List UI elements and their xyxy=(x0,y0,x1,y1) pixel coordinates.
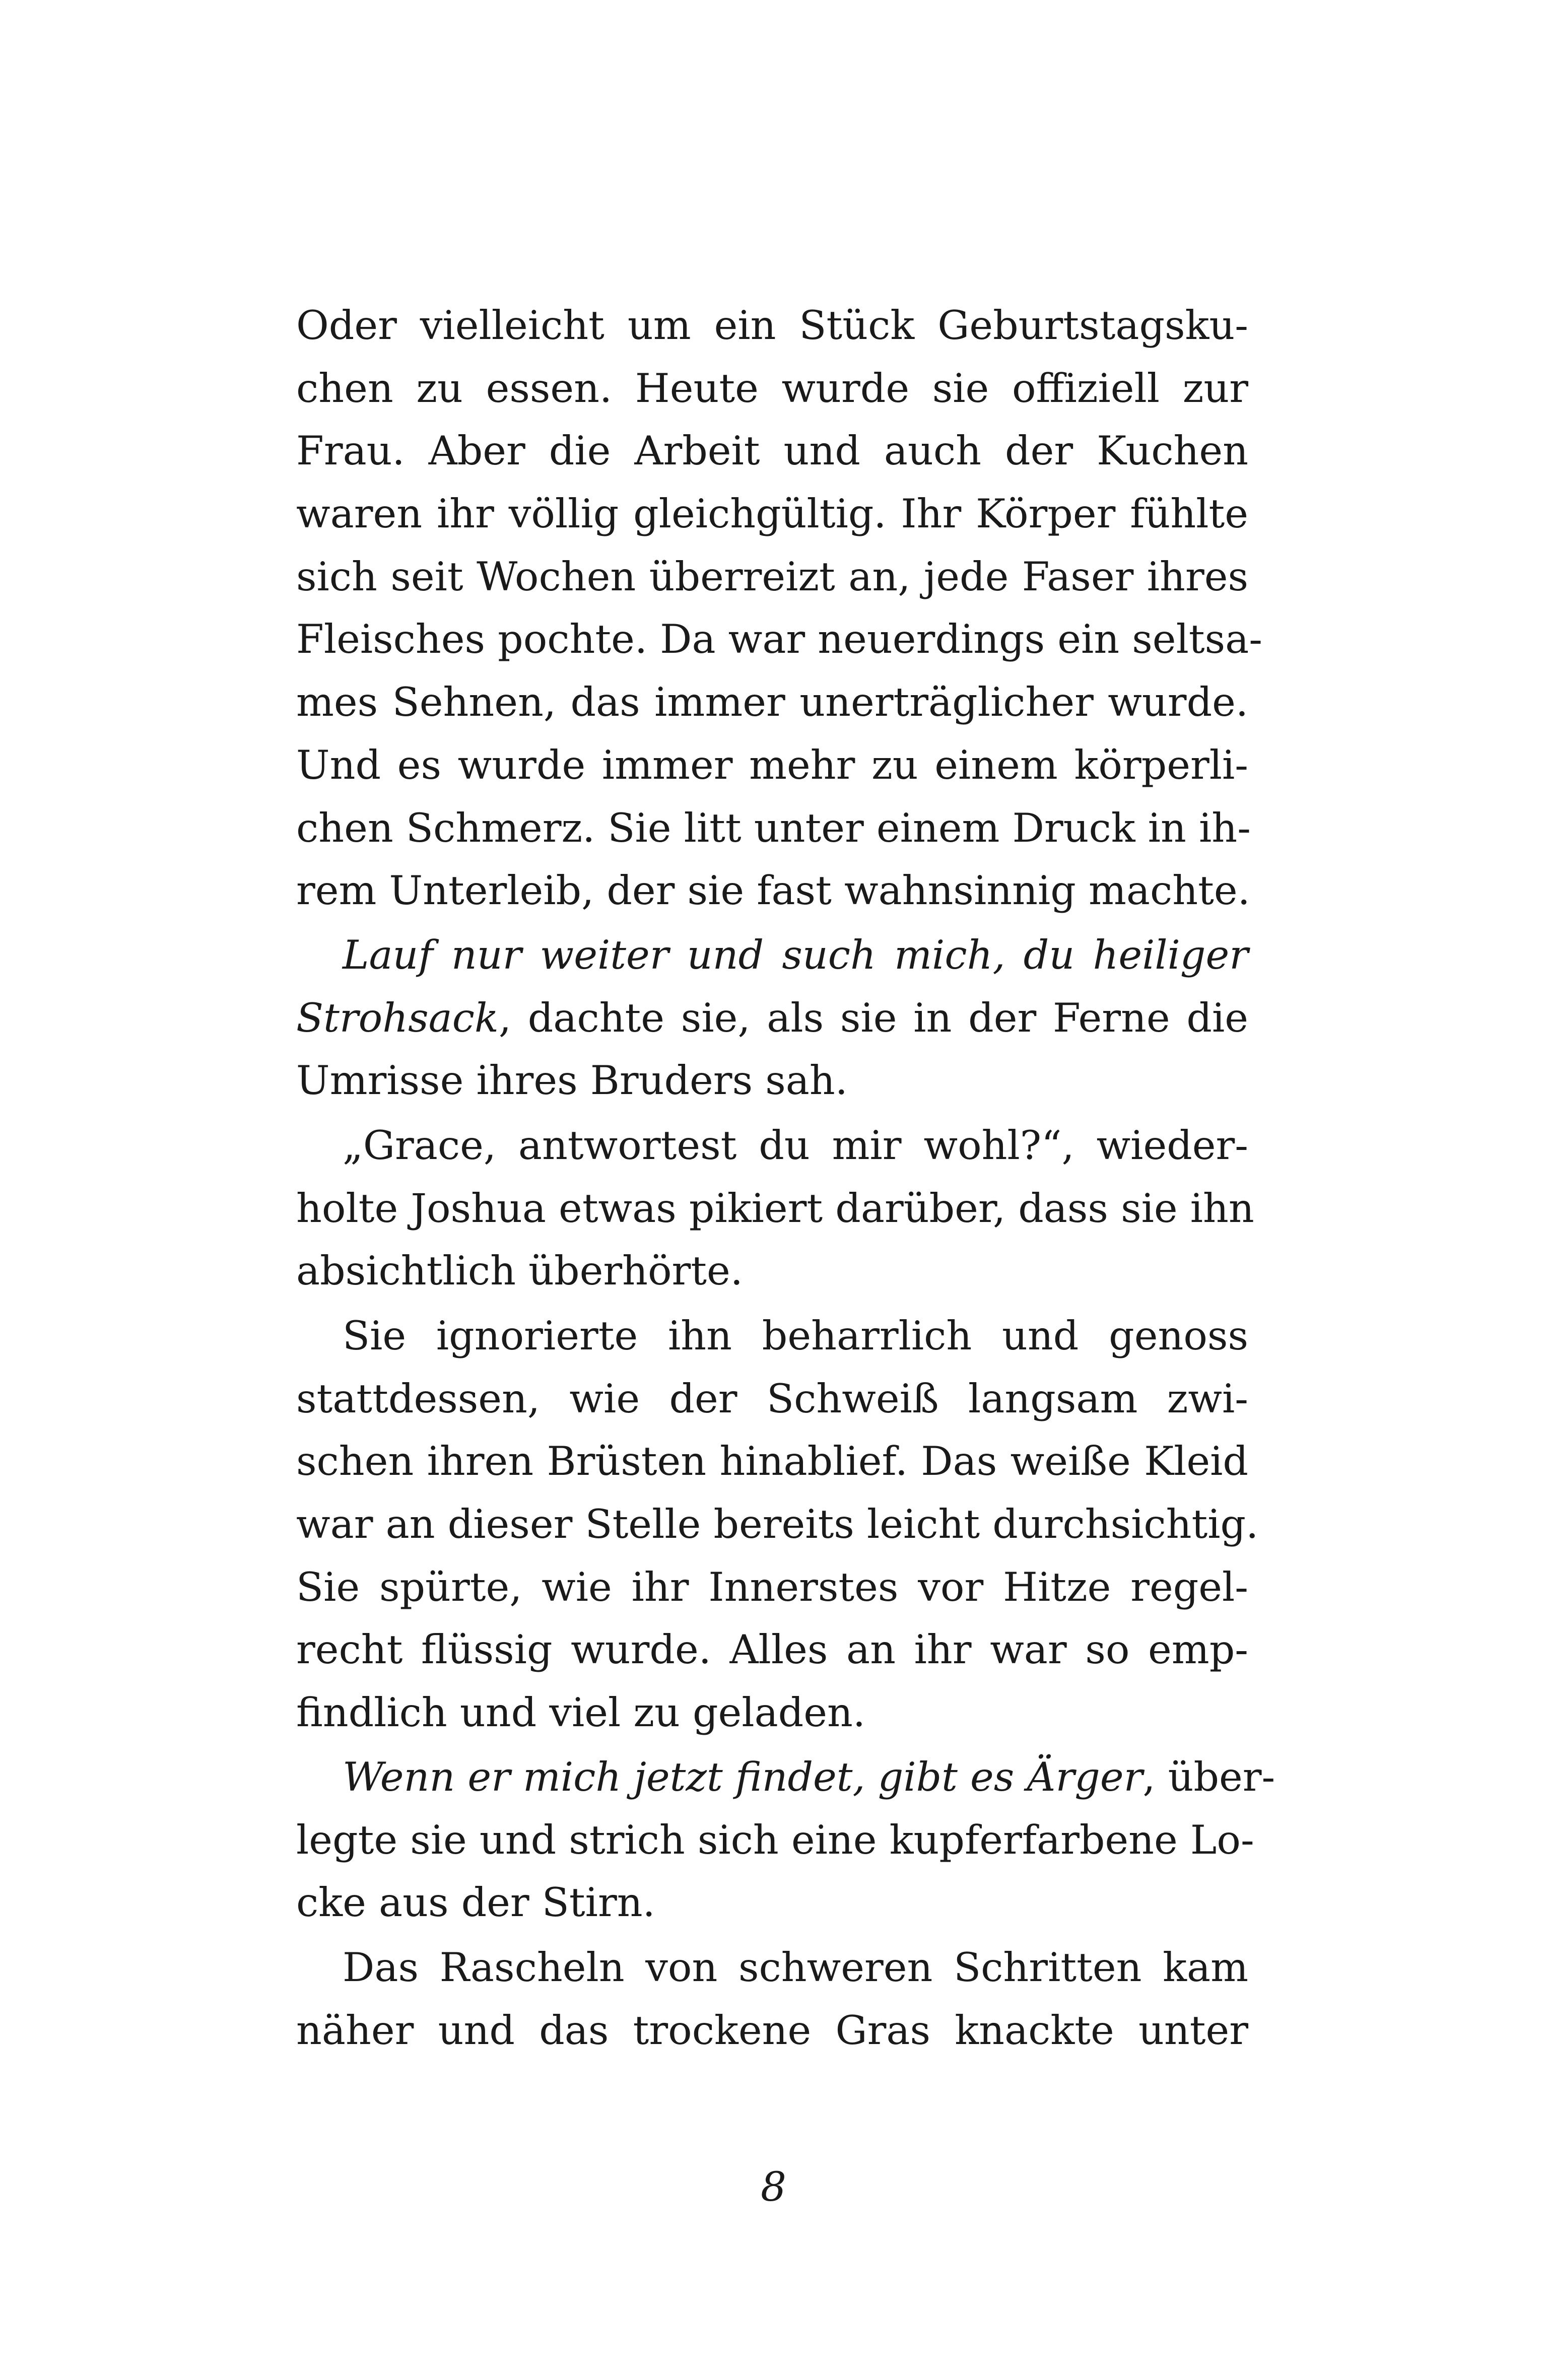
text-run: Sie ignorierte ihn beharrlich und genoss xyxy=(343,1313,1248,1359)
paragraph xyxy=(296,294,1262,922)
text-run: Fleisches pochte. Da war neuerdings ein seltsa- xyxy=(296,616,1262,663)
text-run: holte Joshua etwas pikiert darüber, dass sie ihn xyxy=(296,1185,1254,1232)
text-line xyxy=(296,1809,1254,1872)
body-text xyxy=(296,294,1275,2062)
text-line xyxy=(296,483,1248,546)
text-run: schen ihren Brüsten hinablief. Das weiße Kleid xyxy=(296,1438,1248,1485)
text-run: findlich und viel zu geladen. xyxy=(296,1689,865,1736)
page-number: 8 xyxy=(761,2163,786,2210)
text-run: näher und das trockene Gras knackte unter xyxy=(296,2007,1248,2054)
text-line xyxy=(296,1999,1248,2062)
text-run: absichtlich überhörte. xyxy=(296,1248,743,1295)
text-line xyxy=(296,1240,1248,1303)
text-run: rem Unterleib, der sie fast wahnsinnig machte. xyxy=(296,867,1250,914)
text-line xyxy=(296,1871,1248,1934)
text-line xyxy=(296,1305,1248,1368)
text-line xyxy=(296,1114,1248,1177)
text-line xyxy=(296,1556,1248,1619)
text-line xyxy=(296,1430,1248,1493)
text-run: Sie spürte, wie ihr Innerstes vor Hitze regel- xyxy=(296,1563,1248,1610)
text-line xyxy=(296,546,1248,608)
text-run: Umrisse ihres Bruders sah. xyxy=(296,1057,848,1104)
text-run: waren ihr völlig gleichgültig. Ihr Körper fühlte xyxy=(296,491,1248,537)
text-line xyxy=(296,1493,1259,1556)
text-run: mes Sehnen, das immer unerträglicher wurde. xyxy=(296,679,1248,726)
text-run: Das Rascheln von schweren Schritten kam xyxy=(343,1944,1248,1991)
text-line xyxy=(296,1177,1254,1240)
text-run: chen zu essen. Heute wurde sie offiziell zur xyxy=(296,365,1248,412)
text-line xyxy=(296,608,1262,671)
text-line xyxy=(296,294,1248,357)
text-line xyxy=(296,420,1248,483)
text-line xyxy=(296,1746,1275,1809)
italic-text: Strohsack xyxy=(296,994,499,1041)
text-line xyxy=(296,797,1251,860)
italic-text: Lauf nur weiter und such mich, du heiliger xyxy=(343,931,1248,978)
text-run: „Grace, antwortest du mir wohl?“, wieder- xyxy=(343,1122,1248,1169)
text-run: sich seit Wochen überreizt an, jede Faser ihres xyxy=(296,553,1248,600)
paragraph xyxy=(296,1305,1259,1744)
text-line xyxy=(296,734,1248,797)
text-line xyxy=(296,987,1248,1050)
italic-text: Wenn er mich jetzt findet, gibt es Ärger xyxy=(343,1753,1143,1800)
text-line xyxy=(296,1936,1248,1999)
text-line xyxy=(296,1681,1248,1744)
paragraph xyxy=(296,1114,1254,1303)
paragraph xyxy=(296,924,1248,1112)
text-run: cke aus der Stirn. xyxy=(296,1879,655,1926)
text-run: war an dieser Stelle bereits leicht durchsichtig. xyxy=(296,1501,1259,1548)
text-line xyxy=(296,1049,1248,1112)
text-run: recht flüssig wurde. Alles an ihr war so emp- xyxy=(296,1626,1248,1673)
paragraph xyxy=(296,1746,1275,1934)
text-run: chen Schmerz. Sie litt unter einem Druck in ih- xyxy=(296,804,1251,851)
text-run: Oder vielleicht um ein Stück Geburtstagsku- xyxy=(296,302,1248,349)
text-run: Und es wurde immer mehr zu einem körperli- xyxy=(296,741,1248,788)
text-run: legte sie und strich sich eine kupferfarbene Lo- xyxy=(296,1816,1254,1863)
text-run: stattdessen, wie der Schweiß langsam zwi- xyxy=(296,1375,1248,1422)
text-run: , über- xyxy=(1142,1753,1275,1800)
text-line xyxy=(296,357,1248,420)
text-line xyxy=(296,1368,1248,1431)
text-line xyxy=(296,671,1248,734)
paragraph xyxy=(296,1936,1248,2062)
text-run: , dachte sie, als sie in der Ferne die xyxy=(498,994,1248,1041)
text-line xyxy=(296,859,1248,922)
text-line xyxy=(296,1618,1248,1681)
text-line xyxy=(296,924,1248,987)
text-run: Frau. Aber die Arbeit und auch der Kuchen xyxy=(296,428,1248,474)
